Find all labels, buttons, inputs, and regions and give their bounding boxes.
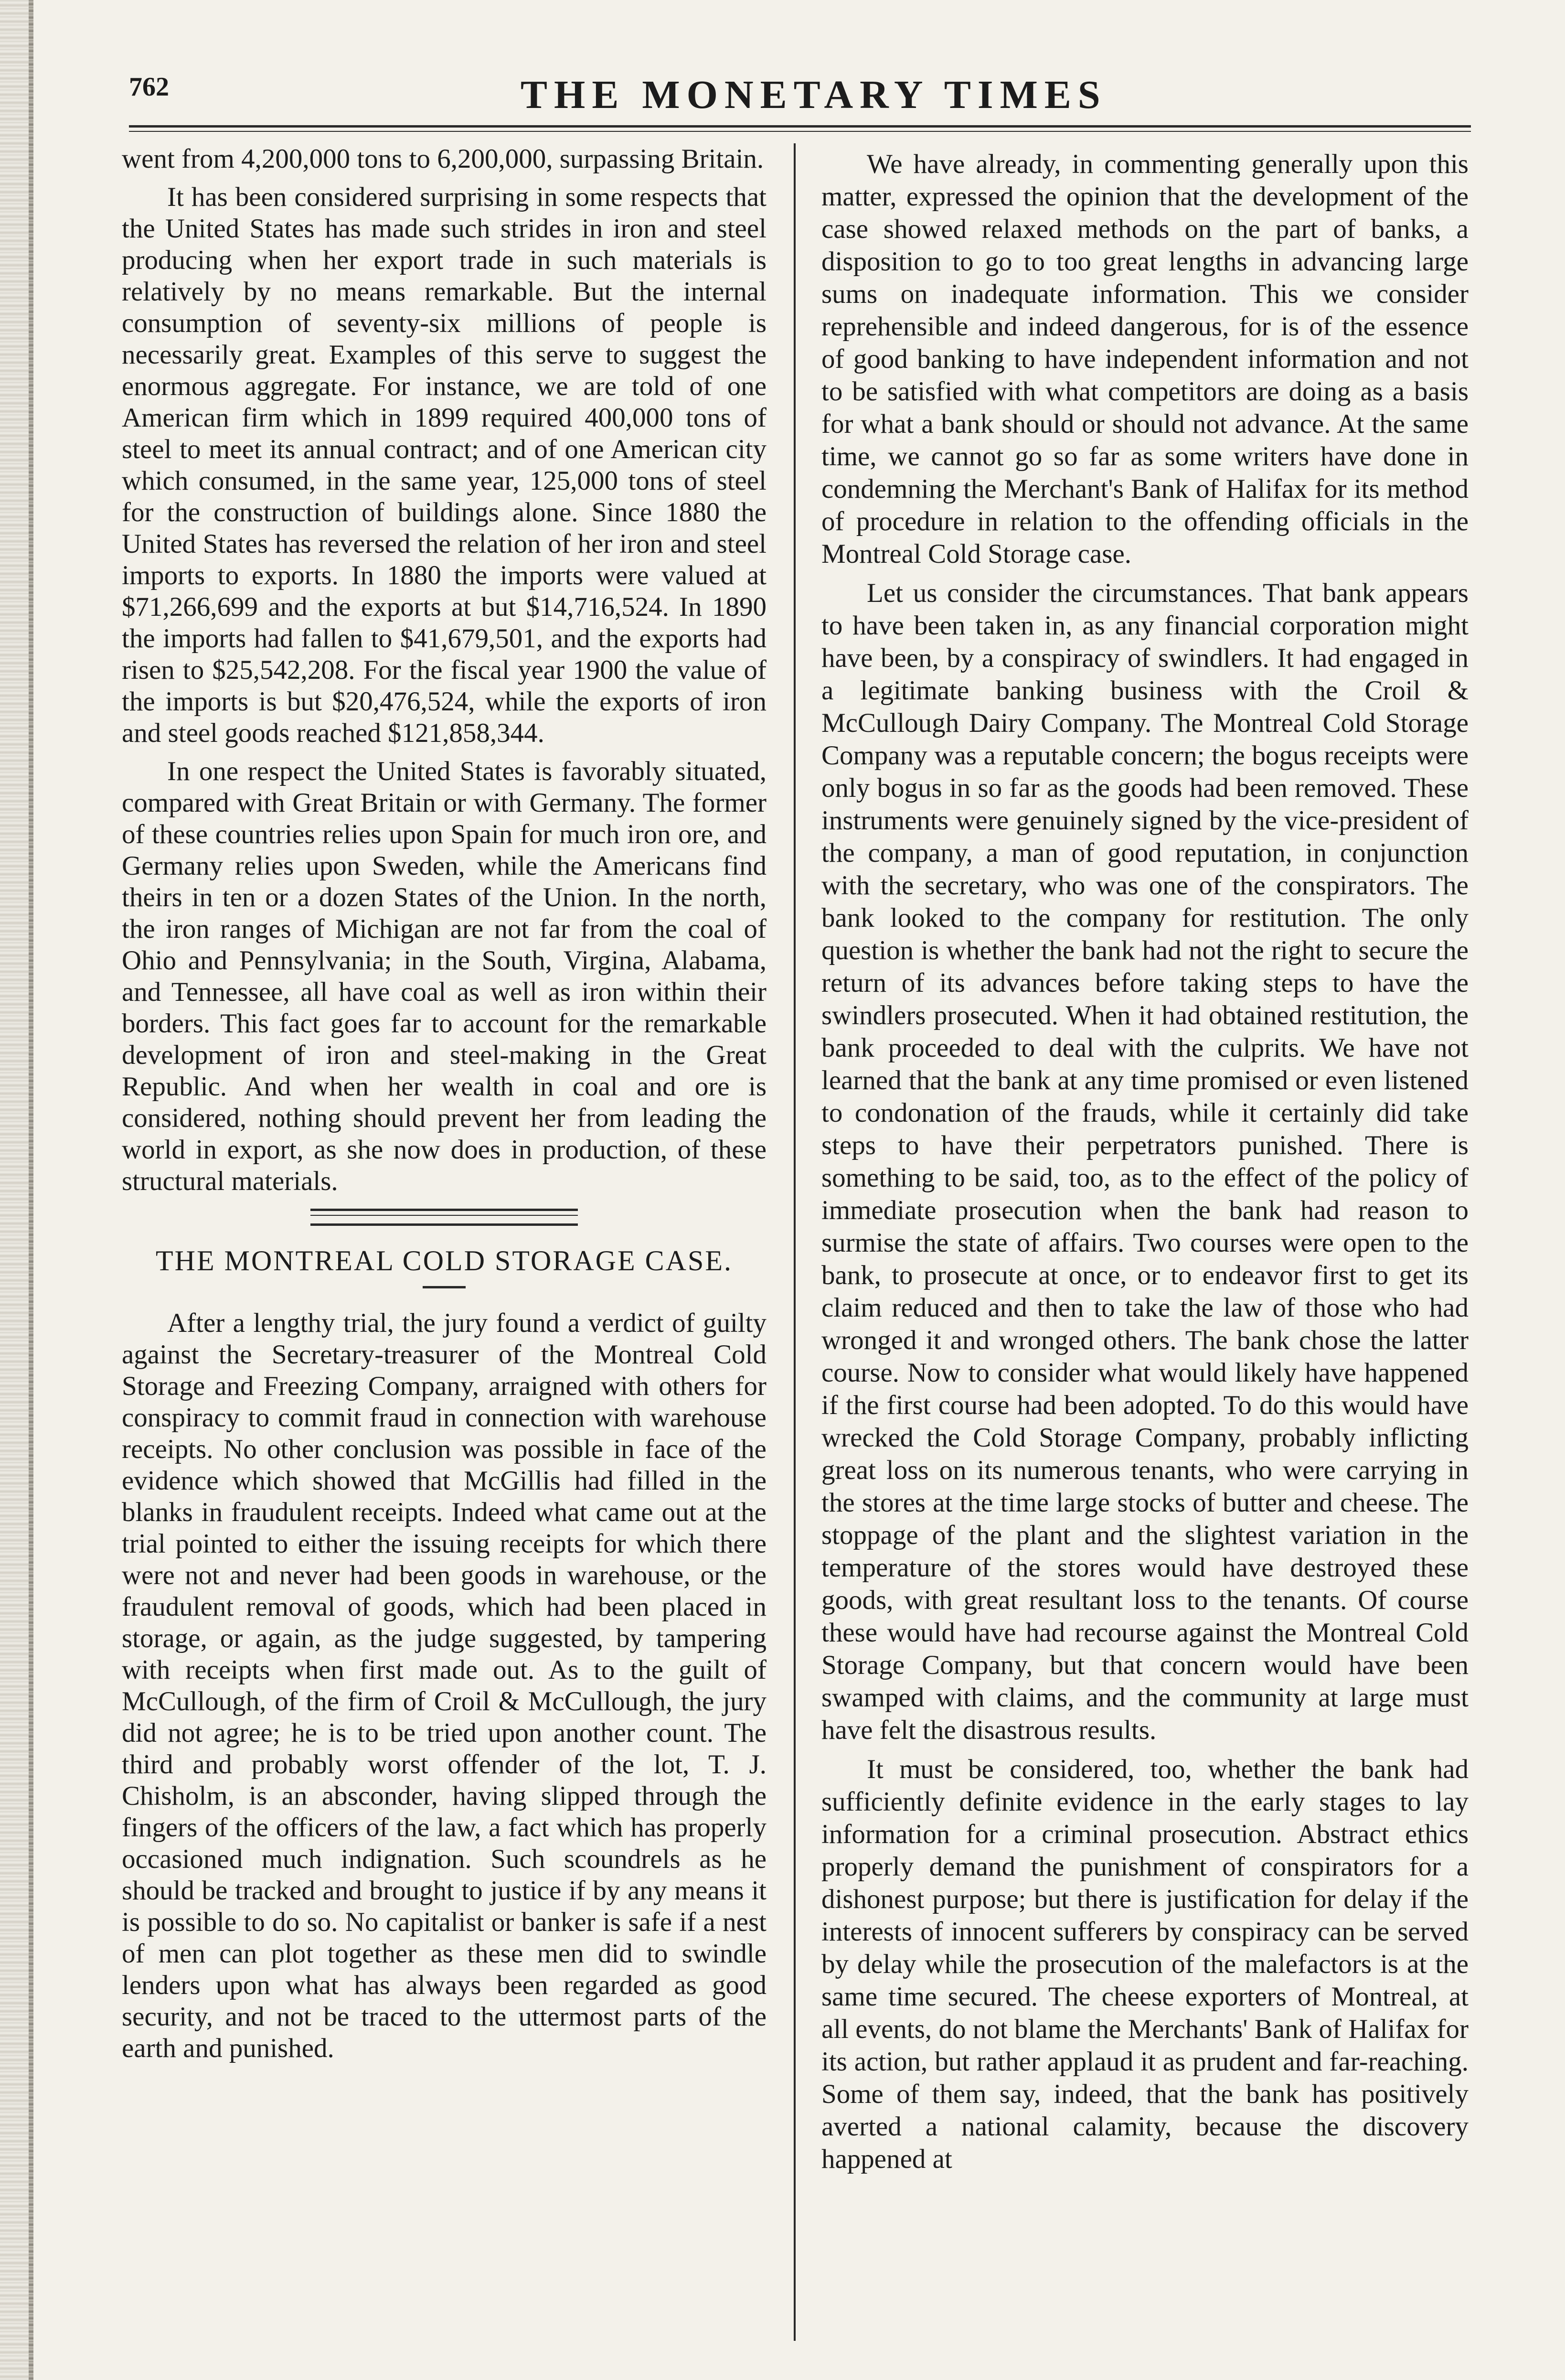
page-header [129, 62, 1480, 134]
left-column [122, 143, 767, 2071]
paragraph: It must be considered, too, whether the bank had sufficiently definite evidence in the early stages to lay information for a criminal prosecution. Abstract ethics properly demand the punishment of conspirators for a dishonest purpose; but there is justification for delay if the interests of innocent sufferers by conspiracy can be served by delay while the prosecution of the malefactors is at the same time secured. The cheese exporters of Montreal, at all events, do not blame the Merchants' Bank of Halifax for its action, but rather applaud it as prudent and far-reaching. Some of them say, indeed, that the bank has positively averted a national calamity, because the discovery happened at [821, 1754, 1469, 2174]
masthead-title: THE MONETARY TIMES [521, 73, 1107, 117]
section-title: THE MONTREAL COLD STORAGE CASE. [155, 1245, 733, 1276]
paragraph: It has been considered surprising in some respects that the United States has made such strides in iron and steel producing when her export trade in such materials is relatively by no means remarkable. But the internal consumption of seventy-six millions of people is necessarily great. Examples of this serve to suggest the enormous aggregate. For instance, we are told of one American firm which in 1899 required 400,000 tons of steel to meet its annual contract; and of one American city which consumed, in the same year, 125,000 tons of steel for the construction of buildings alone. Since 1880 the United States has reversed the relation of her iron and steel imports to exports. In 1880 the imports were valued at $71,266,699 and the exports at but $14,716,524. In 1890 the imports had fallen to $41,679,501, and the exports had risen to $25,542,208. For the fiscal year 1900 the value of the imports is but $20,476,524, while the exports of iron and steel goods reached $121,858,344. [122, 182, 767, 748]
page-binding-edge [0, 0, 33, 2380]
header-rule-thin [129, 131, 1471, 132]
section-separator [310, 1209, 578, 1226]
paragraph: After a lengthy trial, the jury found a verdict of guilty against the Secretary-treasurer of the Montreal Cold Storage and Freezing Company, arraigned with others for conspiracy to commit fraud in connection with warehouse receipts. No other conclusion was possible in face of the evidence which showed that McGillis had filled in the blanks in fraudulent receipts. Indeed what came out at the trial pointed to either the issuing receipts for which there were not and never had been goods in warehouse, or the fraudulent removal of goods, which had been placed in storage, or again, as the judge suggested, by tampering with receipts when first made out. As to the guilt of McCullough, of the firm of Croil & McCullough, the jury did not agree; he is to be tried upon another count. The third and probably worst offender of the lot, T. J. Chisholm, is an absconder, having slipped through the fingers of the officers of the law, a fact which has properly occasioned much indignation. Such scoundrels as he should be tracked and brought to justice if by any means it is possible to do so. No capitalist or banker is safe if a nest of men can plot together as these men did to swindle lenders upon what has always been regarded as good security, and not be traced to the uttermost parts of the earth and punished. [122, 1308, 767, 2063]
header-rule [129, 125, 1471, 128]
paragraph: In one respect the United States is favorably situated, compared with Great Britain or with Germany. The former of these countries relies upon Spain for much iron ore, and Germany relies upon Sweden, while the Americans find theirs in ten or a dozen States of the Union. In the north, the iron ranges of Michigan are not far from the coal of Ohio and Pennsylvania; in the South, Virgina, Alabama, and Tennessee, all have coal as well as iron within their borders. This fact goes far to account for the remarkable development of iron and steel-making in the Great Republic. And when her wealth in coal and ore is considered, nothing should prevent her from leading the world in export, as she now does in production, of these structural materials. [122, 756, 767, 1196]
right-column [821, 148, 1469, 2182]
paragraph: We have already, in commenting generally upon this matter, expressed the opinion that the development of the case showed relaxed methods on the part of banks, a disposition to go to too great lengths in advancing large sums on inadequate information. This we consider reprehensible and indeed dangerous, for is of the essence of good banking to have independent information and not to be satisfied with what competitors are doing as a basis for what a bank should or should not advance. At the same time, we cannot go so far as some writers have done in condemning the Merchant's Bank of Halifax for its method of procedure in relation to the offending officials in the Montreal Cold Storage case. [821, 149, 1469, 569]
title-dash [423, 1286, 466, 1288]
paragraph: Let us consider the circumstances. That bank appears to have been taken in, as any financial corporation might have been, by a conspiracy of swindlers. It had engaged in a legitimate banking business with the Croil & McCullough Dairy Company. The Montreal Cold Storage Company was a reputable concern; the bogus receipts were only bogus in so far as the goods had been removed. These instruments were genuinely signed by the vice-president of the company, a man of good reputation, in conjunction with the secretary, who was one of the conspirators. The bank looked to the company for restitution. The only question is whether the bank had not the right to secure the return of its advances before taking steps to have the swindlers prosecuted. When it had obtained restitution, the bank proceeded to deal with the culprits. We have not learned that the bank at any time promised or even listened to condonation of the frauds, while it certainly did take steps to have their perpetrators punished. There is something to be said, too, as to the effect of the policy of immediate prosecution when the bank had reason to surmise the state of affairs. Two courses were open to the bank, to prosecute at once, or to endeavor first to get its claim reduced and then to take the law of those who had wronged it and wronged others. The bank chose the latter course. Now to consider what would likely have happened if the first course had been adopted. To do this would have wrecked the Cold Storage Company, probably inflicting great loss on its numerous tenants, who were carrying in the stores at the time large stocks of butter and cheese. The stoppage of the plant and the slightest variation in the temperature of the stores would have destroyed these goods, with great resultant loss to the tenants. Of course these would have had recourse against the Montreal Cold Storage Company, but that concern would have been swamped with claims, and the community at large must have felt the disastrous results. [821, 578, 1469, 1745]
page-number: 762 [129, 72, 169, 102]
column-divider [794, 143, 796, 2341]
paragraph: went from 4,200,000 tons to 6,200,000, surpassing Britain. [122, 144, 764, 174]
